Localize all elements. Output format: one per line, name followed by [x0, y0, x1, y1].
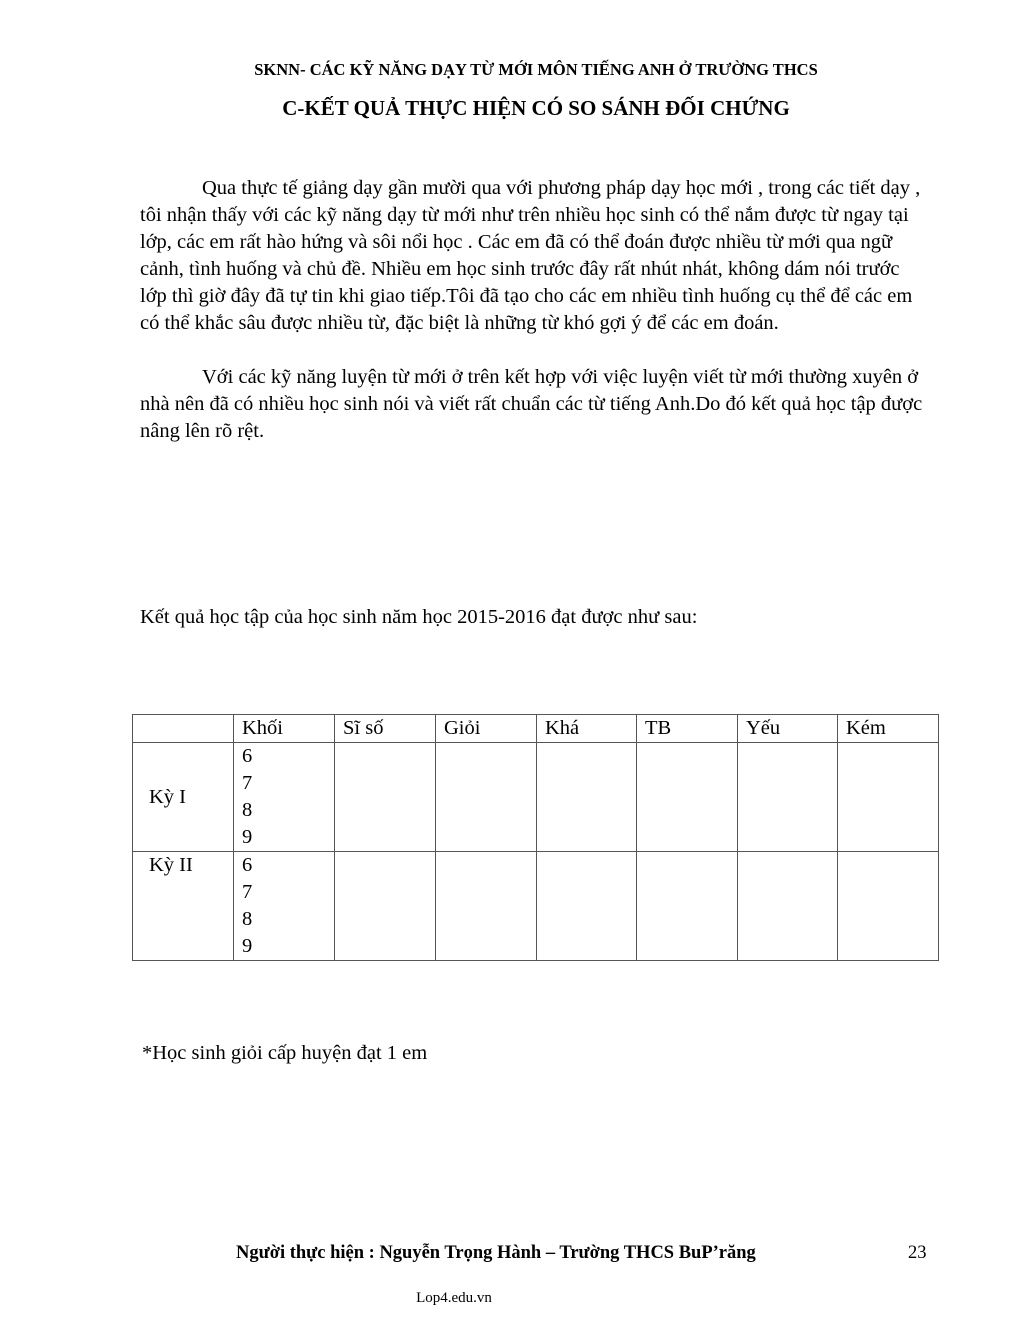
table-cell [738, 743, 838, 852]
grade-value: 8 [242, 908, 253, 930]
grade-value: 6 [242, 745, 253, 767]
table-cell [738, 852, 838, 961]
table-cell [335, 743, 436, 852]
grade-value: 7 [242, 772, 253, 794]
table-header-row [133, 715, 939, 743]
page-number: 23 [908, 1243, 927, 1263]
table-cell [637, 852, 738, 961]
table-cell [436, 852, 537, 961]
paragraph-2-text: Với các kỹ năng luyện từ mới ở trên kết hợp với việc luyện viết từ mới thường xuyên ở nhà nên đã có nhiều học sinh nói và viết rất chuẩn các từ tiếng Anh.Do đó kết quả học tập được nâng lên rõ rệt. [140, 366, 923, 442]
results-intro: Kết quả học tập của học sinh năm học 2015-2016 đạt được như sau: [140, 606, 698, 628]
table-cell [335, 852, 436, 961]
header-cell-weak: Yếu [738, 715, 838, 743]
grade-list [234, 743, 335, 852]
table-cell [537, 743, 637, 852]
section-title: C-KẾT QUẢ THỰC HIỆN CÓ SO SÁNH ĐỐI CHỨNG [282, 96, 790, 120]
results-table [132, 714, 939, 961]
header-cell-empty [133, 715, 234, 743]
footer-author: Người thực hiện : Nguyễn Trọng Hành – Trường THCS BuP’răng [236, 1243, 756, 1263]
paragraph-1-text: Qua thực tế giảng dạy gần mười qua với phương pháp dạy học mới , trong các tiết dạy , tôi nhận thấy với các kỹ năng dạy từ mới như trên nhiều học sinh có thể nắm được từ ngay tại lớp, các em rất hào hứng và sôi nổi học . Các em đã có thể đoán được nhiều từ mới qua ngữ cảnh, tình huống và chủ đề. Nhiều em học sinh trước đây rất nhút nhát, không dám nói trước lớp thì giờ đây đã tự tin khi giao tiếp.Tôi đã tạo cho các em nhiều tình huống cụ thể để các em có thể khắc sâu được nhiều từ, đặc biệt là những từ khó gợi ý để các em đoán. [140, 177, 921, 334]
grade-value: 8 [242, 799, 253, 821]
grade-value: 6 [242, 854, 253, 876]
paragraph-results-summary [140, 364, 930, 445]
paragraph-results-observation [140, 175, 930, 337]
table-cell [637, 743, 738, 852]
header-cell-good: Khá [537, 715, 637, 743]
grade-value: 9 [242, 826, 253, 848]
grade-value: 9 [242, 935, 253, 957]
table-cell [838, 743, 939, 852]
header-cell-poor: Kém [838, 715, 939, 743]
document-header: SKNN- CÁC KỸ NĂNG DẠY TỪ MỚI MÔN TIẾNG ANH Ở TRƯỜNG THCS [254, 60, 818, 79]
header-cell-class-size: Sĩ số [335, 715, 436, 743]
table-row [133, 743, 939, 852]
header-cell-excellent: Giỏi [436, 715, 537, 743]
header-cell-average: TB [637, 715, 738, 743]
grade-list [234, 852, 335, 961]
footnote: *Học sinh giỏi cấp huyện đạt 1 em [142, 1042, 428, 1064]
site-footer: Lop4.edu.vn [416, 1290, 492, 1306]
grade-value: 7 [242, 881, 253, 903]
table-cell [537, 852, 637, 961]
term-label: Kỳ I [133, 743, 234, 852]
header-cell-grade: Khối [234, 715, 335, 743]
table-row [133, 852, 939, 961]
table-cell [436, 743, 537, 852]
table-cell [838, 852, 939, 961]
term-label: Kỳ II [133, 852, 234, 961]
